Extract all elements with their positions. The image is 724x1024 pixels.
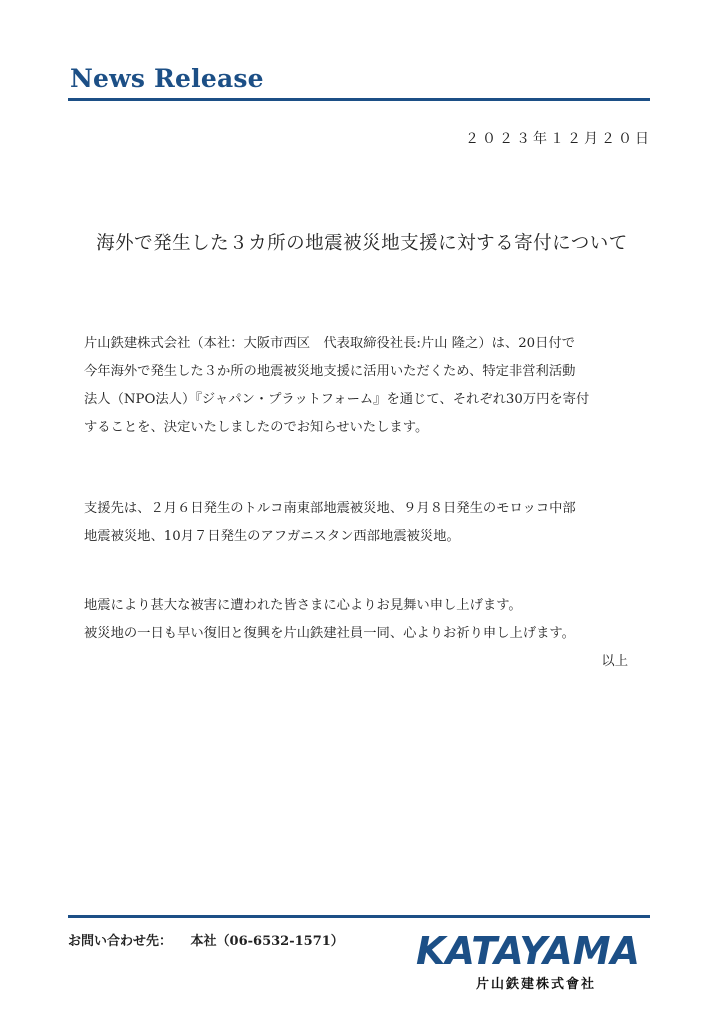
text-line: 法人（NPO法人）『ジャパン・プラットフォーム』を通じて、それぞれ30万円を寄付	[84, 392, 590, 407]
logo-wordmark: KATAYAMA	[416, 929, 640, 973]
contact-value: 本社（06-6532-1571）	[190, 934, 344, 949]
contact-label: お問い合わせ先：	[68, 934, 173, 949]
text-line: することを、決定いたしましたのでお知らせいたします。	[84, 420, 429, 435]
contact-info	[68, 930, 344, 949]
footer-divider	[68, 915, 650, 918]
text-line: 地震により甚大な被害に遭われた皆さまに心よりお見舞い申し上げます。	[84, 598, 522, 613]
document-title: 海外で発生した３カ所の地震被災地支援に対する寄付について	[96, 233, 628, 254]
logo-company-name: 片山鉄建株式會社	[476, 977, 597, 992]
text-line: 支援先は、２月６日発生のトルコ南東部地震被災地、９月８日発生のモロッコ中部	[84, 501, 576, 516]
text-line: 被災地の一日も早い復旧と復興を片山鉄建社員一同、心よりお祈り申し上げます。	[84, 626, 575, 641]
paragraph-recipients	[84, 495, 644, 551]
release-date: ２０２３年１２月２０日	[465, 131, 652, 147]
company-logo	[412, 922, 652, 994]
paragraph-announcement	[84, 330, 644, 442]
paragraph-condolence	[84, 592, 644, 648]
header-title: News Release	[70, 64, 264, 93]
text-line: 今年海外で発生した３か所の地震被災地支援に活用いただくため、特定非営利活動	[84, 364, 576, 379]
header-divider	[68, 98, 650, 101]
closing-mark: 以上	[601, 654, 628, 669]
text-line: 片山鉄建株式会社（本社：大阪市西区 代表取締役社長:片山 隆之）は、20日付で	[84, 336, 576, 351]
text-line: 地震被災地、10月７日発生のアフガニスタン西部地震被災地。	[84, 529, 460, 544]
